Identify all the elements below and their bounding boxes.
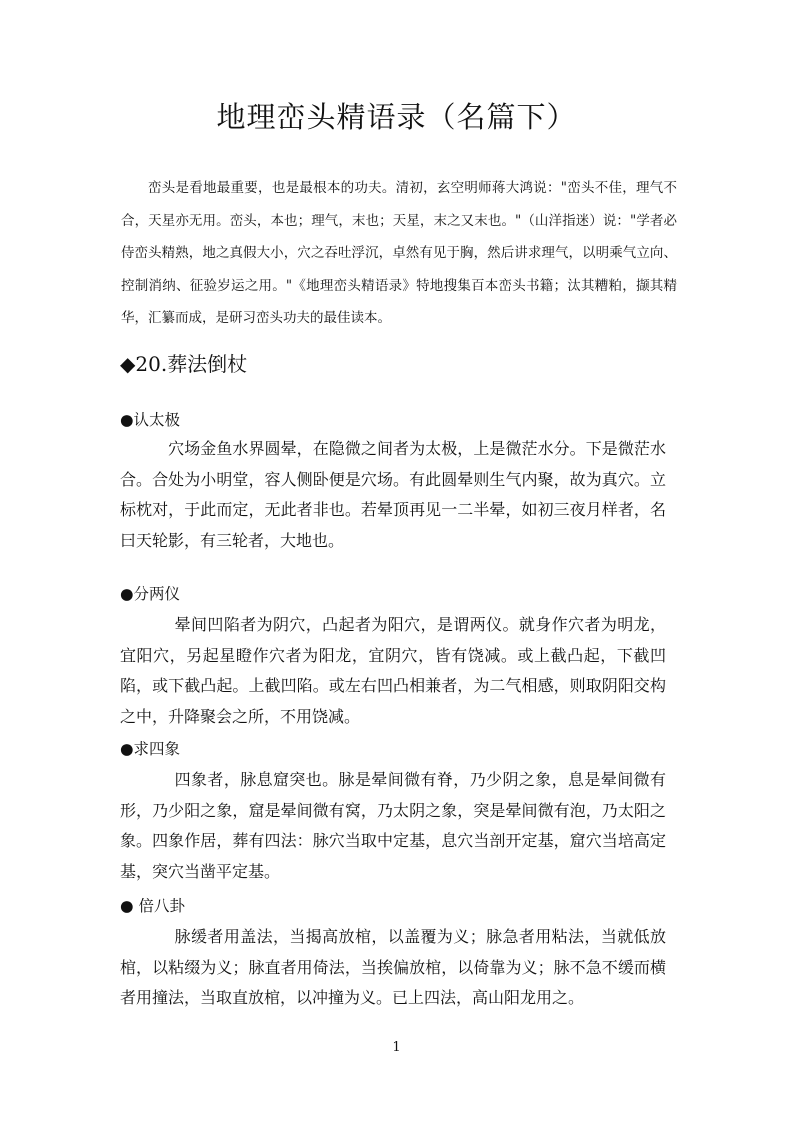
subsection-heading-sixiang: ●求四象 bbox=[120, 740, 181, 758]
subsection-heading-bagua: ● 倍八卦 bbox=[120, 897, 185, 915]
page-title: 地理峦头精语录（名篇下） bbox=[216, 100, 577, 134]
subsection-heading-liangyi: ●分两仪 bbox=[120, 585, 181, 603]
subsection-text-liangyi: 晕间凹陷者为阴穴，凸起者为阳穴，是谓两仪。就身作穴者为明龙，宜阳穴，另起星瞪作穴者为阳龙，宜阴穴，皆有饶减。或上截凸起，下截凹陷，或下截凸起。上截凹陷。或左右凹凸相兼者，为二气相感，则取阴阳交构之中，升降聚会之所，不用饶减。 bbox=[120, 615, 666, 726]
section-heading: ◆20.葬法倒杖 bbox=[120, 352, 248, 376]
intro-paragraph: 峦头是看地最重要，也是最根本的功夫。清初，玄空明师蒋大鸿说："峦头不佳，理气不合，天星亦无用。峦头，本也；理气，末也；天星，末之又末也。"（山洋指迷）说："学者必侍峦头精熟，地之真假大小，穴之吞吐浮沉，卓然有见于胸，然后讲求理气，以明乘气立向、控制消纳、征验岁运之用。"《地理峦头精语录》特地搜集百本峦头书籍；汰其糟粕，撷其精华，汇纂而成，是研习峦头功夫的最佳读本。 bbox=[121, 180, 677, 326]
subsection-text-taiji: 穴场金鱼水界圆晕，在隐微之间者为太极，上是微茫水分。下是微茫水合。合处为小明堂，容人侧卧便是穴场。有此圆晕则生气内聚，故为真穴。立标枕对，于此而定，无此者非也。若晕顶再见一二半晕，如初三夜月样者，名曰天轮影，有三轮者，大地也。 bbox=[120, 439, 666, 550]
subsection-text-sixiang: 四象者，脉息窟突也。脉是晕间微有脊，乃少阴之象，息是晕间微有形，乃少阳之象，窟是晕间微有窝，乃太阴之象，突是晕间微有泡，乃太阳之象。四象作居，葬有四法：脉穴当取中定基，息穴当剖开定基，窟穴当培高定基，突穴当凿平定基。 bbox=[120, 770, 666, 881]
page-number: 1 bbox=[392, 1040, 401, 1055]
subsection-heading-taiji: ●认太极 bbox=[120, 411, 181, 429]
subsection-text-bagua: 脉缓者用盖法，当揭高放棺，以盖覆为义；脉急者用粘法，当就低放棺，以粘缀为义；脉直者用倚法，当挨偏放棺，以倚靠为义；脉不急不缓而横者用撞法，当取直放棺，以冲撞为义。已上四法，高山阳龙用之。 bbox=[120, 927, 666, 1007]
